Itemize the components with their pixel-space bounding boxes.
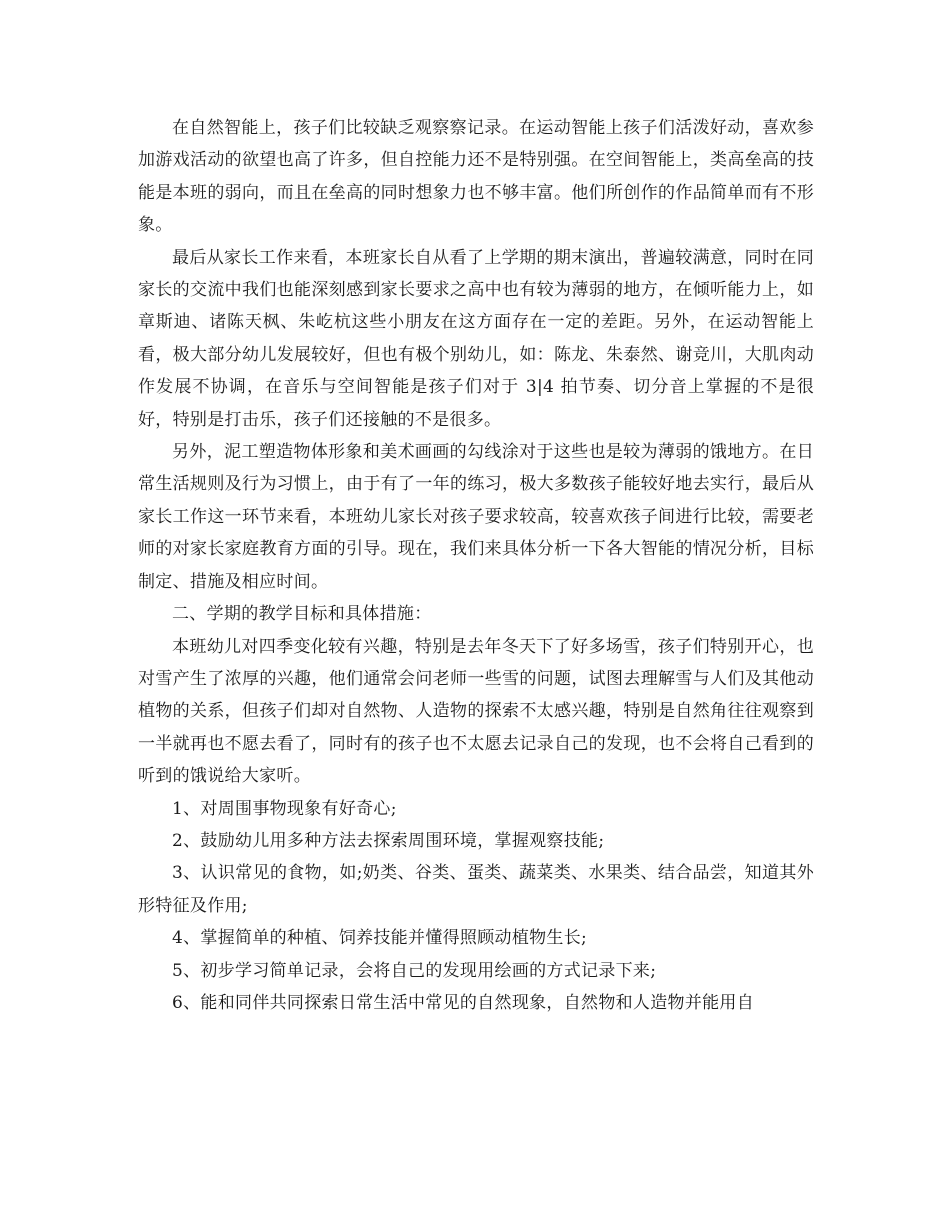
section-heading-goals: 二、学期的教学目标和具体措施：	[172, 604, 432, 625]
list-item-goal-2: 2、鼓励幼儿用多种方法去探索周围环境，掌握观察技能;	[172, 830, 605, 851]
paragraph-parent-work: 最后从家长工作来看，本班家长自从看了上学期的期末演出，普遍较满意，同时在同家长的交流中我们也能深刻感到家长要求之高中也有较为薄弱的地方，在倾听能力上，如章斯迪、诸陈天枫、朱屹杭这些小朋友在这方面存在一定的差距。另外，在运动智能上看，极大部分幼儿发展较好，但也有极个别幼儿，如：陈龙、朱泰然、谢竞川，大肌肉动作发展不协调，在音乐与空间智能是孩子们对于 3|4 拍节奏、切分音上掌握的不是很好，特别是打击乐，孩子们还接触的不是很多。	[138, 247, 814, 430]
paragraph-clay-art: 另外，泥工塑造物体形象和美术画画的勾线涂对于这些也是较为薄弱的饿地方。在日常生活规则及行为习惯上，由于有了一年的练习，极大多数孩子能较好地去实行，最后从家长工作这一环节来看，本班幼儿家长对孩子要求较高，较喜欢孩子间进行比较，需要老师的对家长家庭教育方面的引导。现在，我们来具体分析一下各大智能的情况分析，目标制定、措施及相应时间。	[138, 442, 814, 592]
list-item-goal-1: 1、对周围事物现象有好奇心;	[172, 798, 397, 819]
paragraph-natural-intelligence: 在自然智能上，孩子们比较缺乏观察察记录。在运动智能上孩子们活泼好动，喜欢参加游戏活动的欲望也高了许多，但自控能力还不是特别强。在空间智能上，类高垒高的技能是本班的弱向，而且在垒高的同时想象力也不够丰富。他们所创作的作品简单而有不形象。	[138, 118, 814, 236]
list-item-goal-6: 6、能和同伴共同探索日常生活中常见的自然现象，自然物和人造物并能用自	[172, 992, 755, 1013]
list-item-goal-5: 5、初步学习简单记录，会将自己的发现用绘画的方式记录下来;	[172, 960, 657, 981]
document-body	[138, 112, 814, 1019]
list-item-goal-4: 4、掌握简单的种植、饲养技能并懂得照顾动植物生长;	[172, 928, 588, 949]
list-item-goal-3: 3、认识常见的食物，如;奶类、谷类、蛋类、蔬菜类、水果类、结合品尝，知道其外形特征及作用;	[138, 863, 814, 916]
paragraph-seasons-interest: 本班幼儿对四季变化较有兴趣，特别是去年冬天下了好多场雪，孩子们特别开心，也对雪产生了浓厚的兴趣，他们通常会问老师一些雪的问题，试图去理解雪与人们及其他动植物的关系，但孩子们却对自然物、人造物的探索不太感兴趣，特别是自然角往往观察到一半就再也不愿去看了，同时有的孩子也不太愿去记录自己的发现，也不会将自己看到的听到的饿说给大家听。	[138, 636, 814, 787]
